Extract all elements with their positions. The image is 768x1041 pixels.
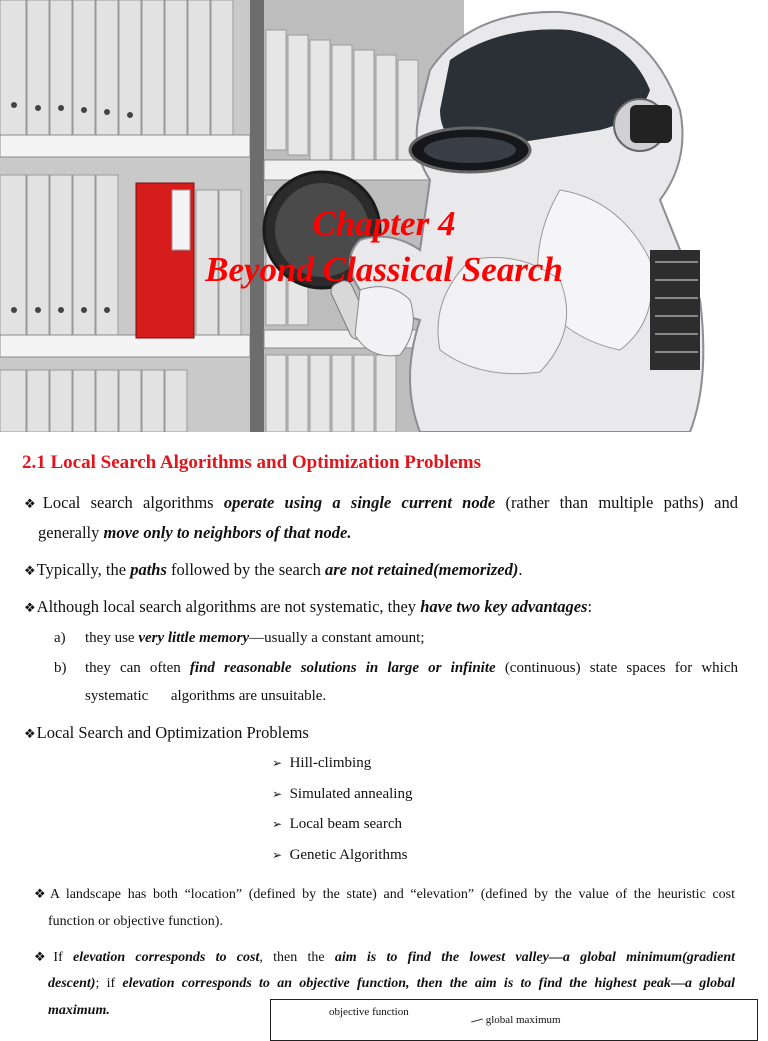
section-heading: 2.1 Local Search Algorithms and Optimization Problems bbox=[22, 452, 481, 473]
diamond-bullet-icon: ❖ bbox=[24, 726, 36, 741]
algorithm-item: ➢ Genetic Algorithms bbox=[272, 847, 408, 863]
arrow-bullet-icon: ➢ bbox=[272, 817, 283, 831]
bullet-elevation-line3: maximum. bbox=[48, 1003, 110, 1018]
algorithm-item: ➢ Local beam search bbox=[272, 816, 402, 832]
diamond-bullet-icon: ❖ bbox=[34, 949, 53, 964]
hero-image bbox=[0, 0, 768, 432]
sub-item-b-marker: b) bbox=[54, 660, 67, 676]
bullet-landscape-line1: ❖A landscape has both “location” (defined by the state) and “elevation” (defined by the value of the heuristic cost bbox=[34, 886, 735, 902]
sub-item-b-line1: they can often find reasonable solutions in large or infinite (continuous) state spaces for which bbox=[85, 660, 739, 676]
diamond-bullet-icon: ❖ bbox=[34, 886, 49, 901]
bullet-local-search-problems: ❖Local Search and Optimization Problems bbox=[24, 723, 309, 742]
bullet-paths: ❖Typically, the paths followed by the search are not retained(memorized). bbox=[24, 560, 523, 579]
algorithm-item: ➢ Simulated annealing bbox=[272, 786, 413, 802]
bullet-local-search-line1: ❖Local search algorithms operate using a single current node (rather than multiple paths) and bbox=[24, 493, 739, 512]
bullet-elevation-line1: ❖If elevation corresponds to cost, then the aim is to find the lowest valley—a global minimum(gradient bbox=[34, 949, 736, 965]
diamond-bullet-icon: ❖ bbox=[24, 563, 36, 578]
diamond-bullet-icon: ❖ bbox=[24, 600, 36, 615]
algorithm-item: ➢ Hill-climbing bbox=[272, 755, 372, 771]
chapter-subtitle: Beyond Classical Search bbox=[205, 250, 563, 289]
sub-item-a: they use very little memory—usually a constant amount; bbox=[85, 630, 425, 646]
landscape-figure bbox=[270, 999, 758, 1041]
bullet-advantages: ❖Although local search algorithms are not systematic, they have two key advantages: bbox=[24, 597, 593, 616]
arrow-bullet-icon: ➢ bbox=[272, 848, 283, 862]
sub-item-a-marker: a) bbox=[54, 630, 66, 646]
bullet-landscape-line2: function or objective function). bbox=[48, 914, 223, 929]
bullet-local-search-line2: generally move only to neighbors of that node. bbox=[38, 523, 352, 542]
arrow-bullet-icon: ➢ bbox=[272, 756, 283, 770]
diamond-bullet-icon: ❖ bbox=[24, 496, 42, 511]
bullet-elevation-line2: descent); if elevation corresponds to an objective function, then the aim is to find the highest peak—a global bbox=[48, 976, 735, 991]
figure-label-global-max: global maximum bbox=[471, 1014, 561, 1026]
figure-label-objective: objective function bbox=[329, 1006, 409, 1018]
chapter-title: Chapter 4 bbox=[312, 204, 456, 243]
sub-item-b-line2: systematic algorithms are unsuitable. bbox=[85, 688, 327, 704]
arrow-bullet-icon: ➢ bbox=[272, 787, 283, 801]
